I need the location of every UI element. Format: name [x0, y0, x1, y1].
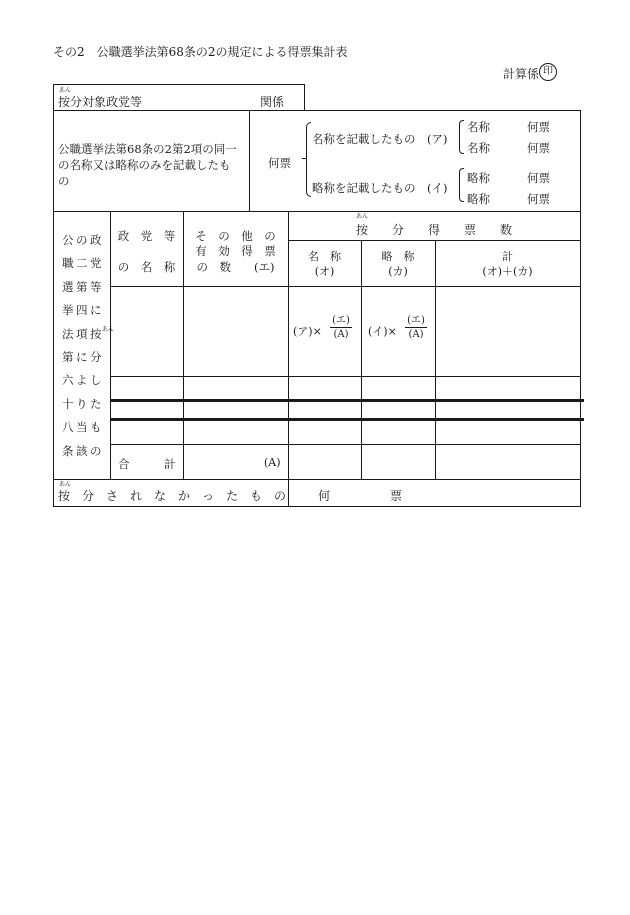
other-votes-header-line: の 数 (エ) [196, 260, 275, 274]
formula-abbr-fraction [405, 315, 427, 340]
ruby-annotation: あん [59, 481, 72, 488]
fraction-denominator: (A) [333, 329, 349, 340]
other-votes-header-line: そ の 他 の [195, 229, 276, 243]
name-item-label: 名称 [467, 120, 490, 134]
rule-side-divider [110, 211, 111, 479]
side-label-column-1: 公 職 選 挙 法 第 六 十 八 条 [62, 233, 74, 458]
party-header-line: の 名 称 [117, 260, 176, 274]
unallocated-votes-prefix: 何 [318, 489, 331, 503]
fraction-numerator: (エ) [330, 315, 352, 328]
abbr-item-label: 略称 [467, 171, 490, 185]
rule-total-bottom [53, 479, 581, 480]
formula-name-fraction [330, 315, 352, 340]
allocated-votes-header: 按 分 得 票 数 [355, 223, 512, 237]
brace-icon [459, 168, 464, 202]
brace-icon [459, 120, 464, 154]
unallocated-label: 按 分 さ れ な か っ た も の [58, 489, 287, 503]
rule-top [53, 84, 304, 85]
votes-label: 何票 [268, 156, 291, 170]
brace-icon [306, 122, 311, 159]
unallocated-votes-suffix: 票 [390, 489, 403, 503]
document-title: その2 公職選挙法第68条の2の規定による得票集計表 [53, 45, 348, 59]
rule-total-top [110, 444, 581, 445]
total-mark: (A) [264, 456, 281, 469]
ruby-annotation: あん [102, 326, 115, 333]
abbr-col-header-mark: (カ) [388, 265, 408, 278]
side-label-column-2: の 二 第 四 項 に よ り 当 該 [76, 233, 88, 458]
total-col-header: 計 [502, 250, 513, 263]
name-entry-label: 名称を記載したもの (ア) [312, 132, 448, 146]
side-label-column-3: 政 党 等 に 按 分 し た も の [90, 233, 102, 458]
name-item-votes: 何票 [527, 120, 550, 134]
ruby-annotation: あん [59, 87, 72, 94]
rule-relation-right [304, 84, 305, 110]
total-col-header-formula: (オ)＋(カ) [482, 265, 533, 278]
description-line: の [58, 174, 70, 188]
other-votes-header-line: 有 効 得 票 [195, 244, 276, 258]
rule-desc-divider [249, 110, 250, 211]
ruby-annotation: あん [356, 213, 369, 220]
rule-left [53, 84, 54, 506]
formula-abbr-prefix: (イ)× [368, 325, 397, 338]
description-line: の名称又は略称のみを記載したも [58, 158, 231, 172]
name-col-header: 名 称 [308, 250, 341, 263]
name-col-header-mark: (オ) [314, 265, 335, 278]
abbr-item-label: 略称 [467, 192, 490, 206]
allocation-target-label: 按分対象政党等 [58, 95, 143, 109]
brace-icon [306, 158, 311, 197]
formula-name-prefix: (ア)× [293, 325, 322, 338]
abbr-item-votes: 何票 [527, 192, 550, 206]
omission-rule-1 [110, 399, 584, 402]
party-header-line: 政 党 等 [117, 229, 176, 243]
relation-label: 関係 [260, 95, 285, 109]
fraction-numerator: (エ) [405, 315, 427, 328]
abbr-col-header: 略 称 [381, 250, 415, 263]
omission-rule-2 [110, 418, 584, 421]
total-label: 合 計 [118, 457, 176, 471]
rule-formula-bottom [110, 376, 581, 377]
seal-stamp: 印 [539, 63, 557, 81]
rule-header-bottom [110, 286, 581, 287]
fraction-denominator: (A) [408, 329, 424, 340]
description-line: 公職選挙法第68条の2第2項の同一 [58, 142, 237, 156]
abbr-item-votes: 何票 [527, 171, 550, 185]
same-name-description [58, 141, 237, 189]
calc-section-label: 計算係 [503, 67, 540, 81]
name-item-votes: 何票 [527, 141, 550, 155]
abbr-entry-label: 略称を記載したもの (イ) [312, 181, 448, 195]
name-item-label: 名称 [467, 141, 490, 155]
rule-bottom [53, 506, 581, 507]
rule-same-name-bottom [53, 211, 581, 212]
rule-right [580, 110, 581, 506]
rule-relation-bottom [53, 110, 581, 111]
